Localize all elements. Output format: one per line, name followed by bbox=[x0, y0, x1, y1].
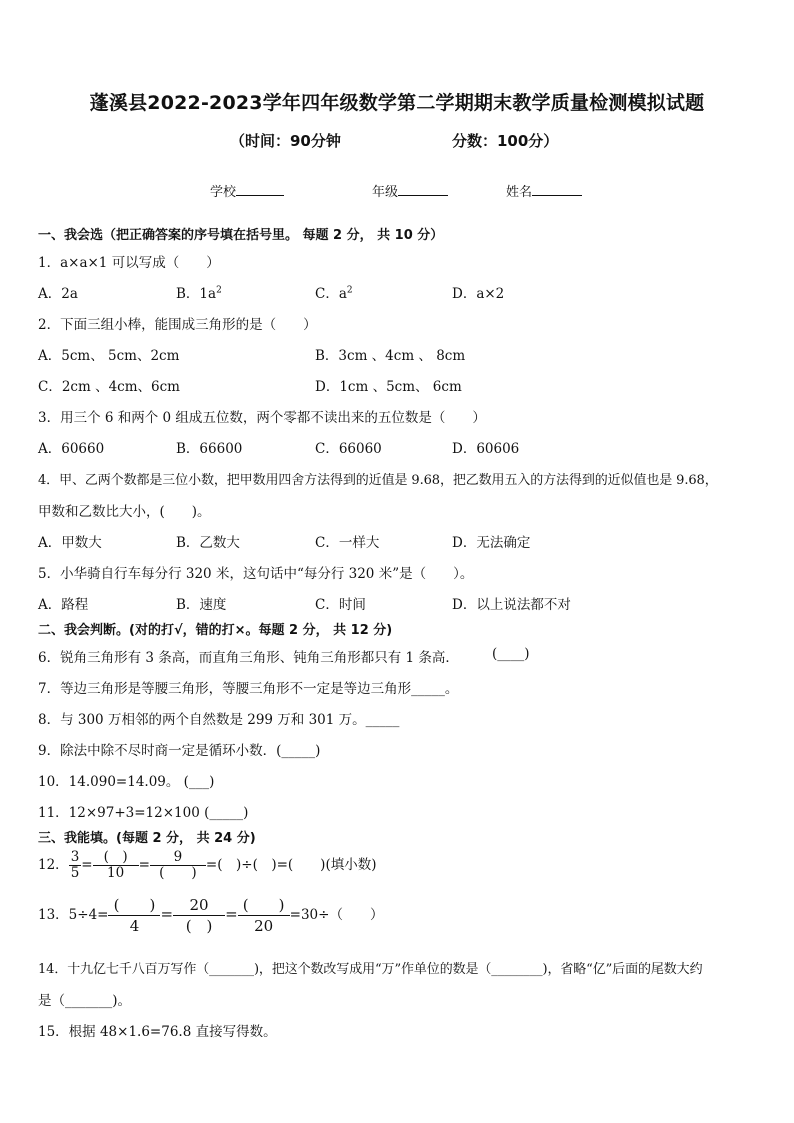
section-2-heading: 二、我会判断。(对的打√，错的打×。每题 2 分， 共 12 分) bbox=[38, 623, 393, 638]
q3-option-a[interactable]: A．60660 bbox=[38, 441, 105, 457]
question-9: 9．除法中除不尽时商一定是循环小数．(_____) bbox=[38, 743, 321, 759]
q13-f2-denominator[interactable]: ( ) bbox=[185, 917, 213, 935]
q1-option-c-sup: 2 bbox=[346, 285, 353, 296]
q12-fraction-3[interactable] bbox=[150, 850, 206, 881]
q13-equals-2: = bbox=[225, 905, 238, 923]
q12-number: 12． bbox=[38, 857, 69, 873]
time-limit: （时间：90分钟 bbox=[230, 132, 341, 150]
grade-label: 年级 bbox=[372, 185, 399, 200]
question-7: 7．等边三角形是等腰三角形，等腰三角形不一定是等边三角形_____。 bbox=[38, 681, 459, 697]
question-15: 15．根据 48×1.6=76.8 直接写得数。 bbox=[38, 1024, 277, 1040]
question-5: 5．小华骑自行车每分行 320 米，这句话中“每分行 320 米”是（ ）。 bbox=[38, 566, 474, 582]
school-label: 学校 bbox=[210, 185, 237, 200]
name-field[interactable] bbox=[506, 181, 582, 200]
q13-f2-numerator: 20 bbox=[173, 895, 225, 916]
q1-option-b-sup: 2 bbox=[216, 285, 222, 296]
section-1-heading: 一、我会选（把正确答案的序号填在括号里。 每题 2 分， 共 10 分） bbox=[38, 228, 444, 243]
q2-option-c[interactable]: C．2cm 、4cm、6cm bbox=[38, 379, 180, 395]
q12-fraction-2[interactable] bbox=[93, 850, 139, 881]
section-3-heading: 三、我能填。(每题 2 分， 共 24 分) bbox=[38, 831, 256, 846]
name-blank[interactable] bbox=[532, 183, 582, 196]
q13-number: 13．5÷4= bbox=[38, 907, 109, 923]
q13-f3-denominator: 20 bbox=[254, 917, 274, 935]
total-score: 分数：100分） bbox=[452, 132, 559, 150]
q4-option-a[interactable]: A．甲数大 bbox=[38, 535, 102, 551]
q13-fraction-2[interactable] bbox=[173, 895, 225, 936]
q13-fraction-1[interactable] bbox=[108, 895, 160, 936]
q3-option-d[interactable]: D．60606 bbox=[452, 441, 520, 457]
question-14-line-1: 14．十九亿七千八百万写作（_______)，把这个数改写成用“万”作单位的数是（________)，省略“亿”后面的尾数大约 bbox=[38, 962, 703, 977]
q5-option-d[interactable]: D．以上说法都不对 bbox=[452, 597, 571, 613]
q4-option-c[interactable]: C．一样大 bbox=[315, 535, 380, 551]
question-8: 8．与 300 万相邻的两个自然数是 299 万和 301 万。_____ bbox=[38, 712, 400, 728]
q4-option-b[interactable]: B．乙数大 bbox=[176, 535, 240, 551]
q5-option-a[interactable]: A．路程 bbox=[38, 597, 89, 613]
question-10: 10．14.090=14.09。 (___) bbox=[38, 774, 215, 790]
question-13 bbox=[38, 895, 383, 936]
q2-option-d[interactable]: D．1cm 、5cm、 6cm bbox=[315, 379, 462, 395]
q4-option-d[interactable]: D．无法确定 bbox=[452, 535, 531, 551]
q12-equals-2: = bbox=[138, 857, 150, 873]
question-4-line-2: 甲数和乙数比大小，( )。 bbox=[38, 504, 211, 520]
q2-option-b[interactable]: B．3cm 、4cm 、 8cm bbox=[315, 348, 466, 364]
q12-f3-denominator[interactable]: ( ) bbox=[159, 865, 197, 881]
q12-f2-denominator: 10 bbox=[107, 865, 125, 881]
q13-f1-denominator: 4 bbox=[129, 917, 140, 935]
question-6: 6．锐角三角形有 3 条高，而直角三角形、钝角三角形都只有 1 条高． bbox=[38, 650, 459, 666]
question-4-line-1: 4．甲、乙两个数都是三位小数，把甲数用四舍方法得到的近值是 9.68，把乙数用五入的方法得到的近似值也是 9.68， bbox=[38, 473, 718, 488]
school-field[interactable] bbox=[210, 181, 284, 200]
q12-f1-denominator: 5 bbox=[70, 865, 80, 881]
question-12 bbox=[38, 850, 376, 881]
question-11: 11．12×97+3=12×100 (_____) bbox=[38, 805, 249, 821]
q3-option-c[interactable]: C．66060 bbox=[315, 441, 382, 457]
name-label: 姓名 bbox=[506, 185, 533, 200]
q1-option-c-text: C．a bbox=[315, 286, 347, 302]
q1-option-a[interactable]: A．2a bbox=[38, 286, 78, 302]
q12-tail[interactable]: =( )÷( )=( )(填小数) bbox=[205, 857, 377, 873]
q5-option-b[interactable]: B．速度 bbox=[176, 597, 227, 613]
q13-equals-1: = bbox=[160, 905, 174, 923]
question-3: 3．用三个 6 和两个 0 组成五位数，两个零都不读出来的五位数是（ ） bbox=[38, 410, 486, 426]
question-14-line-2: 是（_______)。 bbox=[38, 993, 132, 1009]
q6-answer-blank[interactable]: (____) bbox=[492, 646, 530, 662]
q13-f3-numerator[interactable]: ( ) bbox=[238, 895, 290, 916]
q1-option-b[interactable] bbox=[176, 282, 222, 302]
q12-f1-numerator: 3 bbox=[70, 849, 80, 865]
q12-f3-numerator: 9 bbox=[150, 850, 206, 866]
q2-option-a[interactable]: A．5cm、 5cm、2cm bbox=[38, 348, 180, 364]
q3-option-b[interactable]: B．66600 bbox=[176, 441, 243, 457]
grade-blank[interactable] bbox=[398, 183, 448, 196]
q12-f2-numerator[interactable]: ( ) bbox=[93, 850, 139, 866]
page-title: 蓬溪县2022-2023学年四年级数学第二学期期末教学质量检测模拟试题 bbox=[89, 92, 705, 114]
q1-option-d[interactable]: D．a×2 bbox=[452, 286, 505, 302]
school-blank[interactable] bbox=[236, 183, 284, 196]
question-1: 1．a×a×1 可以写成（ ） bbox=[38, 255, 220, 271]
q13-tail[interactable]: =30÷（ ） bbox=[289, 907, 384, 923]
q5-option-c[interactable]: C．时间 bbox=[315, 597, 366, 613]
q13-fraction-3[interactable] bbox=[238, 895, 290, 936]
q12-fraction-1 bbox=[69, 850, 82, 881]
q1-option-c[interactable] bbox=[315, 282, 353, 302]
q12-equals-1: = bbox=[81, 857, 93, 873]
q1-option-b-text: B．1a bbox=[176, 286, 217, 302]
grade-field[interactable] bbox=[372, 181, 448, 200]
question-2: 2．下面三组小棒，能围成三角形的是（ ） bbox=[38, 317, 317, 333]
q13-f1-numerator[interactable]: ( ) bbox=[108, 895, 160, 916]
